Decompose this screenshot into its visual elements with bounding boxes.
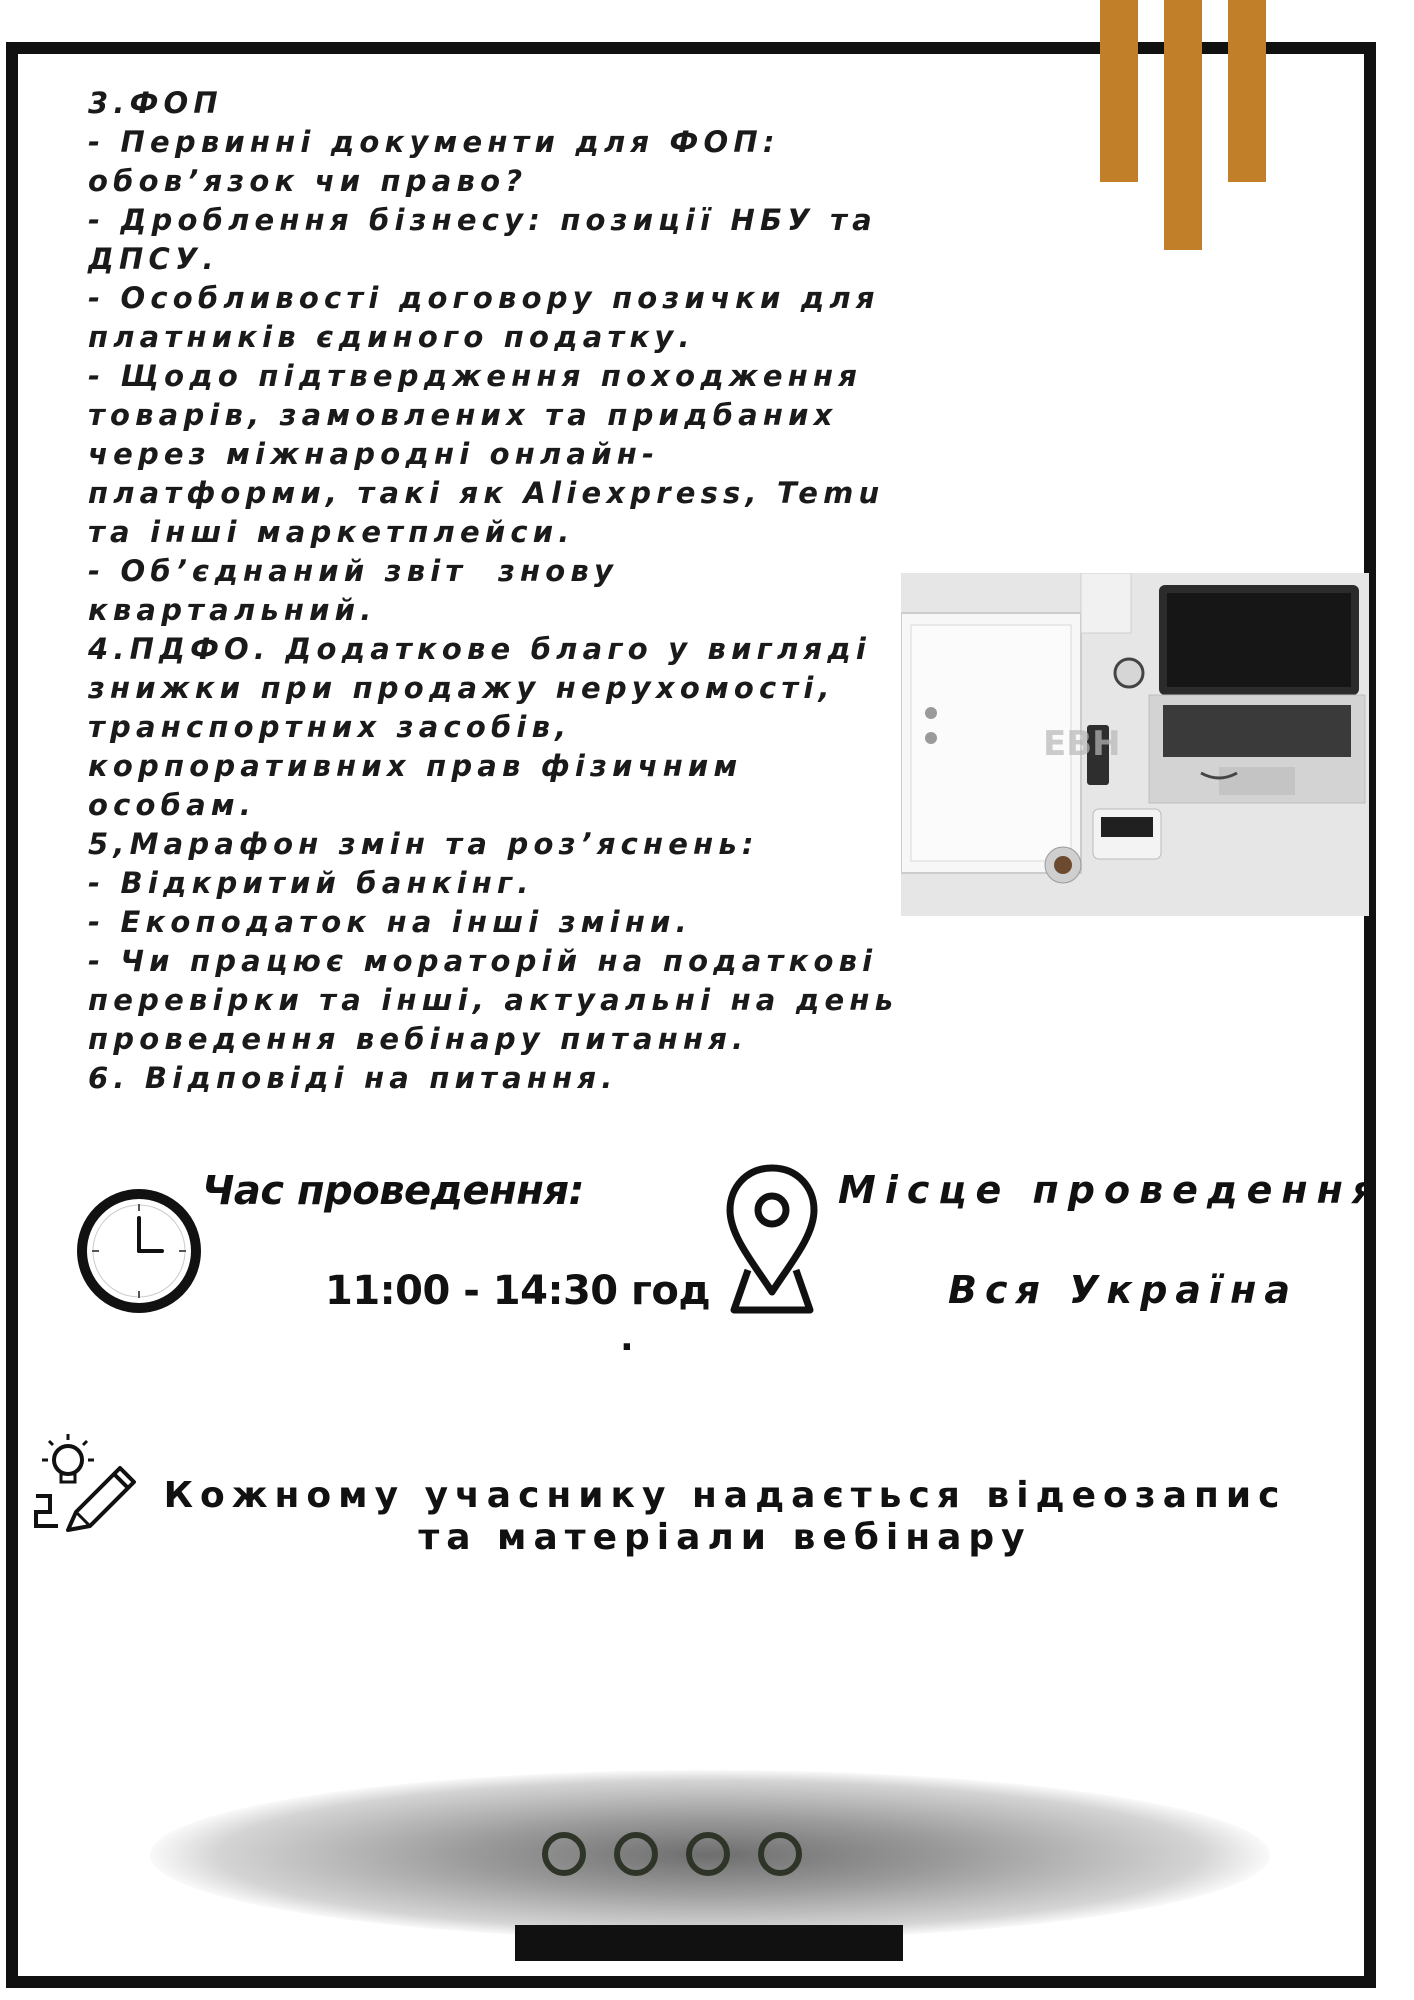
office-desk-photo [901, 573, 1369, 916]
dot [686, 1832, 730, 1876]
program-line: перевірки та інші, актуальні на день [88, 983, 899, 1017]
program-line: - Чи працює мораторій на податкові [88, 944, 878, 978]
bonus-note-line: Кожному учаснику надається відеозапис [163, 1475, 1287, 1516]
program-line: - Екоподаток на інші зміни. [88, 905, 692, 939]
place-label: Місце проведення [838, 1168, 1386, 1212]
dot [758, 1832, 802, 1876]
location-pin-icon [722, 1160, 822, 1316]
time-value: 11:00 - 14:30 год [325, 1268, 711, 1314]
program-line: - Дроблення бізнесу: позиції НБУ та [88, 203, 877, 237]
dot [542, 1832, 586, 1876]
program-list [88, 84, 908, 1098]
place-value: Вся Україна [948, 1268, 1298, 1312]
program-line: 4.ПДФО. Додаткове благо у вигляді [88, 632, 871, 666]
program-line: обов’язок чи право? [88, 164, 528, 198]
bonus-note [150, 1475, 1300, 1559]
program-line: корпоративних прав фізичним [88, 749, 743, 783]
program-line: - Об’єднаний звіт знову [88, 554, 619, 588]
program-line: через міжнародні онлайн- [88, 437, 660, 471]
program-line: 5,Марафон змін та роз’яснень: [88, 827, 759, 861]
decorative-dots [542, 1832, 802, 1876]
clock-icon [76, 1188, 202, 1314]
program-line: проведення вебінару питання. [88, 1022, 749, 1056]
program-line: платформи, такі як Aliexpress, Temu [88, 476, 885, 510]
program-line: особам. [88, 788, 256, 822]
program-line: - Щодо підтвердження походження [88, 359, 863, 393]
program-line: транспортних засобів, [88, 710, 572, 744]
program-line: та інші маркетплейси. [88, 515, 575, 549]
dot [614, 1832, 658, 1876]
program-line: квартальний. [88, 593, 377, 627]
idea-pencil-icon [30, 1430, 150, 1540]
bottom-bar [515, 1925, 903, 1961]
bonus-note-line: та матеріали вебінару [418, 1517, 1032, 1558]
program-line: - Відкритий банкінг. [88, 866, 534, 900]
program-line: 6. Відповіді на питання. [88, 1061, 618, 1095]
program-line: - Особливості договору позички для [88, 281, 880, 315]
time-dot: . [620, 1318, 634, 1359]
accent-bar [1100, 0, 1138, 182]
program-line: - Первинні документи для ФОП: [88, 125, 780, 159]
program-line: ДПСУ. [88, 242, 219, 276]
program-line: 3.ФОП [88, 86, 223, 120]
program-line: товарів, замовлених та придбаних [88, 398, 838, 432]
accent-bar [1228, 0, 1266, 182]
accent-bar [1164, 0, 1202, 250]
office-desk-illustration [901, 573, 1369, 916]
program-line: платників єдиного податку. [88, 320, 695, 354]
photo-watermark: EBH [1043, 724, 1121, 764]
time-label: Час проведення: [202, 1168, 585, 1214]
program-line: знижки при продажу нерухомості, [88, 671, 835, 705]
